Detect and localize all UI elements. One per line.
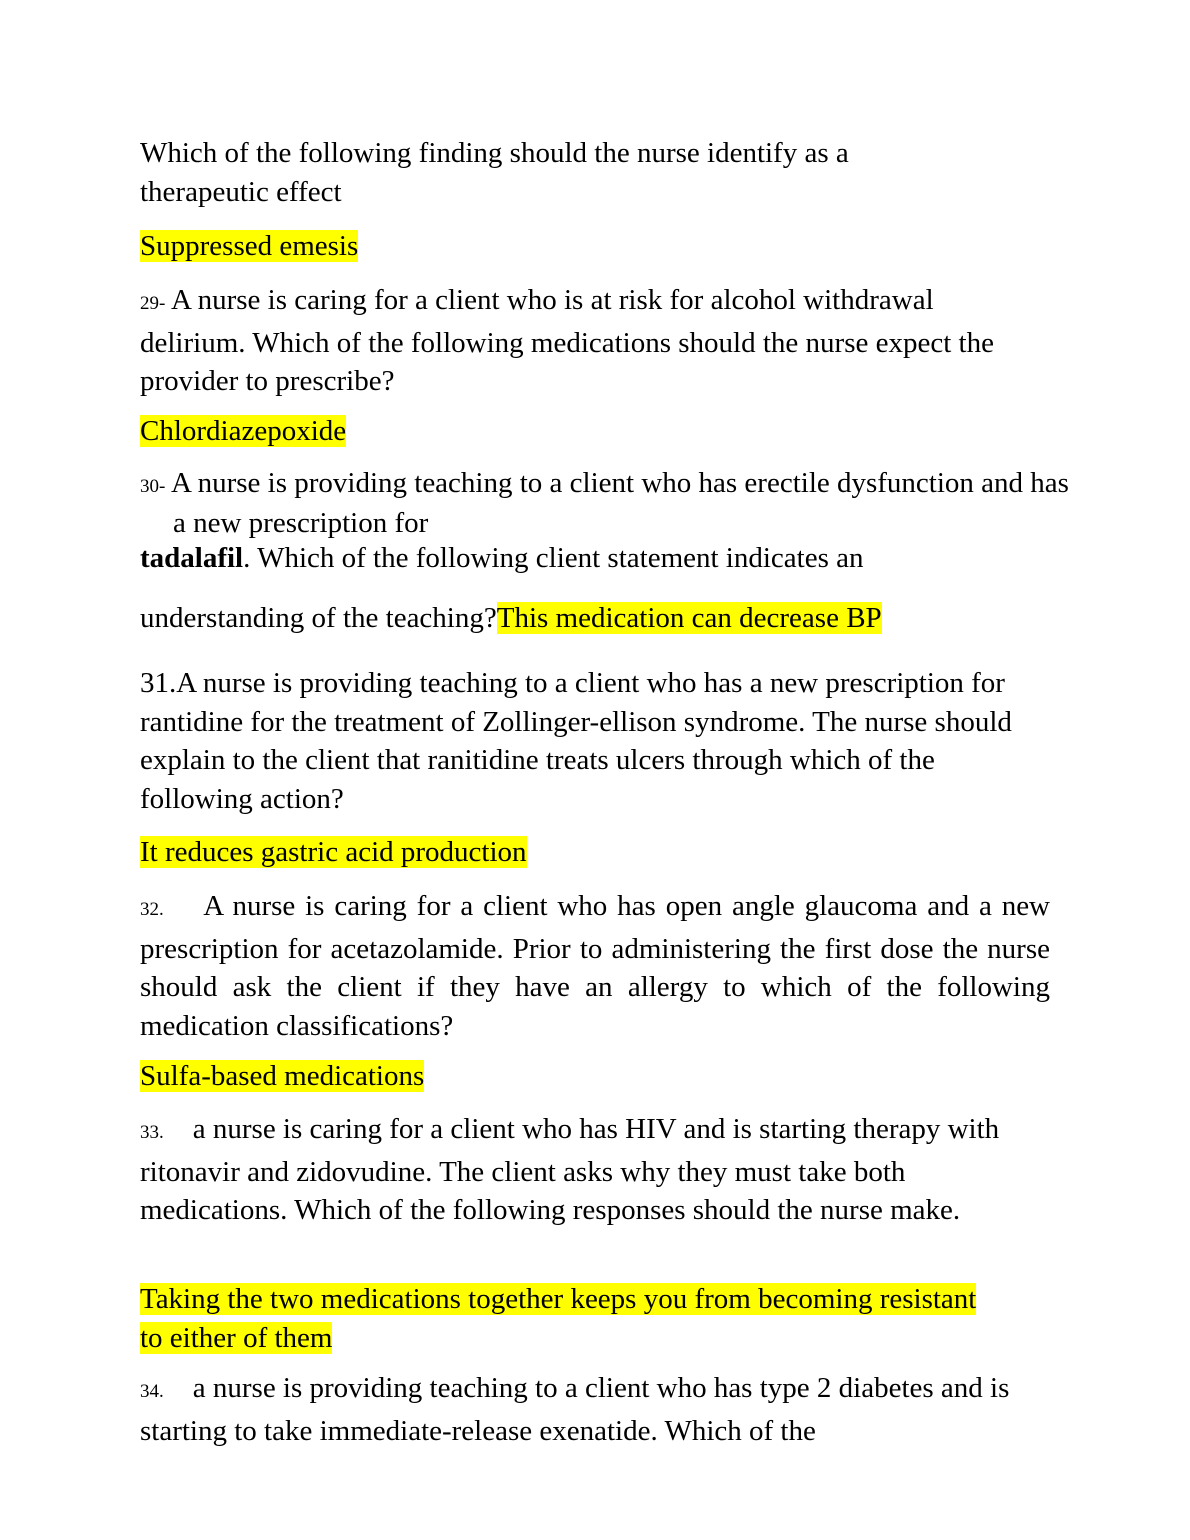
- question-28-text: Which of the following finding should the nurse identify as a therapeutic effect: [140, 137, 849, 208]
- question-33-number: 33.: [140, 1122, 164, 1143]
- question-29: [140, 281, 1020, 401]
- answer-33-highlight-line1: Taking the two medications together keeps you from becoming resistant: [140, 1283, 977, 1315]
- question-30-line-c: understanding of the teaching?: [140, 602, 497, 634]
- question-33: [140, 1110, 1030, 1230]
- drug-name-tadalafil: tadalafil: [140, 542, 244, 574]
- question-32-text: A nurse is caring for a client who has open angle glaucoma and a new prescription for acetazolamide. Prior to administering the first dose the nurse should ask the client if they have an allergy to which of the following medication classifications?: [140, 890, 1051, 1042]
- question-32-number: 32.: [140, 899, 164, 920]
- answer-31: [140, 833, 1050, 872]
- answer-32-highlight: Sulfa-based medications: [140, 1060, 425, 1092]
- answer-33: [140, 1280, 1050, 1357]
- question-30-line-a: A nurse is providing teaching to a client who has erectile dysfunction and has a new prescription for: [170, 467, 1069, 539]
- answer-30-highlight: This medication can decrease BP: [496, 602, 882, 634]
- answer-29-highlight: Chlordiazepoxide: [140, 415, 347, 447]
- question-29-text: A nurse is caring for a client who is at risk for alcohol withdrawal delirium. Which of the following medications should the nurse expect the provider to prescribe?: [140, 284, 994, 397]
- question-31-text: 31.A nurse is providing teaching to a client who has a new prescription for rantidine for the treatment of Zollinger-ellison syndrome. The nurse should explain to the client that ranitidine treats ulcers through which of the following action?: [140, 667, 1012, 815]
- question-34: [140, 1369, 1020, 1450]
- answer-28: [140, 227, 1050, 266]
- question-30-line-b: . Which of the following client statement indicates an: [243, 542, 864, 574]
- answer-33-highlight-line2: to either of them: [140, 1321, 333, 1354]
- answer-28-highlight: Suppressed emesis: [140, 230, 359, 262]
- question-33-text: a nurse is caring for a client who has HIV and is starting therapy with ritonavir and zidovudine. The client asks why they must take both medications. Which of the following responses should the nurse make.: [140, 1113, 1000, 1226]
- answer-29: [140, 412, 1050, 451]
- answer-32: [140, 1057, 1050, 1096]
- question-30-text-a: [140, 465, 1083, 541]
- question-30-text-b: [140, 539, 1050, 578]
- question-30-text-c: [140, 599, 1050, 638]
- question-30-number: 30-: [140, 476, 166, 497]
- question-34-text: a nurse is providing teaching to a client who has type 2 diabetes and is starting to take immediate-release exenatide. Which of the: [140, 1372, 1010, 1447]
- question-32: [140, 887, 1050, 1045]
- question-34-number: 34.: [140, 1381, 164, 1402]
- answer-31-highlight: It reduces gastric acid production: [140, 836, 527, 868]
- question-29-number: 29-: [140, 293, 166, 314]
